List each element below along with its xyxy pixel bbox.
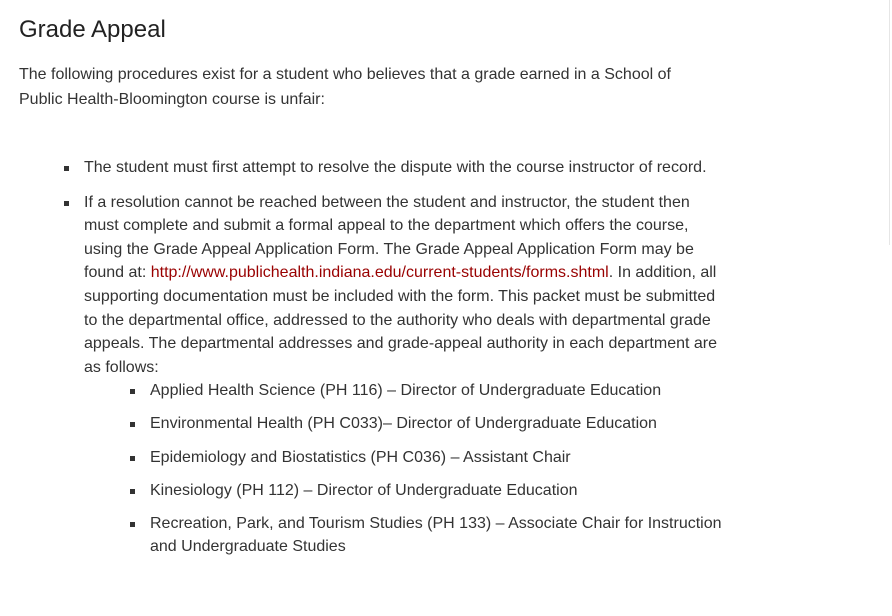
intro-line: Public Health-Bloomington course is unfair:: [19, 91, 325, 108]
department-item-epidemiology-biostatistics: [84, 446, 722, 470]
link-suffix: . In addition, all: [608, 264, 717, 282]
square-bullet-icon: [130, 389, 135, 394]
department-item-recreation-park-tourism: [84, 512, 722, 559]
department-item-kinesiology: [84, 479, 722, 503]
step-text: The student must first attempt to resolve the dispute with the course instructor of record.: [84, 159, 707, 176]
content-right-border: [889, 0, 890, 245]
square-bullet-icon: [64, 201, 69, 206]
department-text: Epidemiology and Biostatistics (PH C036) – Assistant Chair: [150, 448, 571, 466]
step-text: to the departmental office, addressed to the authority who deals with departmental grade: [84, 311, 711, 329]
procedure-step-1: [19, 156, 722, 180]
step-link-line: [84, 261, 722, 285]
department-item-environmental-health: [84, 412, 722, 436]
department-text: Kinesiology (PH 112) – Director of Undergraduate Education: [150, 481, 578, 499]
step-text: supporting documentation must be included with the form. This packet must be submitted: [84, 287, 716, 305]
step-text: must complete and submit a formal appeal to the department which offers the course,: [84, 217, 689, 235]
procedure-list: [19, 156, 722, 568]
step-text: as follows:: [84, 358, 159, 376]
square-bullet-icon: [64, 166, 69, 171]
step-text: appeals. The departmental addresses and grade-appeal authority in each department are: [84, 335, 718, 353]
department-text: Environmental Health (PH C033)– Director of Undergraduate Education: [150, 415, 657, 433]
square-bullet-icon: [130, 522, 135, 527]
link-prefix: found at:: [84, 264, 151, 282]
department-text: Recreation, Park, and Tourism Studies (PH 133) – Associate Chair for Instruction: [150, 514, 722, 532]
step-text: using the Grade Appeal Application Form. The Grade Appeal Application Form may be: [84, 240, 694, 258]
intro-line: The following procedures exist for a student who believes that a grade earned in a School of: [19, 66, 671, 83]
department-item-applied-health-science: [84, 379, 722, 403]
department-list: [84, 379, 722, 559]
square-bullet-icon: [130, 489, 135, 494]
department-text: Applied Health Science (PH 116) – Director of Undergraduate Education: [150, 382, 662, 400]
page-title: Grade Appeal: [19, 16, 166, 43]
square-bullet-icon: [130, 456, 135, 461]
procedure-step-2: [19, 191, 722, 559]
intro-paragraph: [19, 62, 671, 112]
square-bullet-icon: [130, 422, 135, 427]
grade-appeal-forms-link[interactable]: http://www.publichealth.indiana.edu/current-students/forms.shtml: [150, 264, 609, 282]
department-text: and Undergraduate Studies: [150, 538, 346, 556]
step-text: If a resolution cannot be reached between the student and instructor, the student then: [84, 193, 690, 211]
